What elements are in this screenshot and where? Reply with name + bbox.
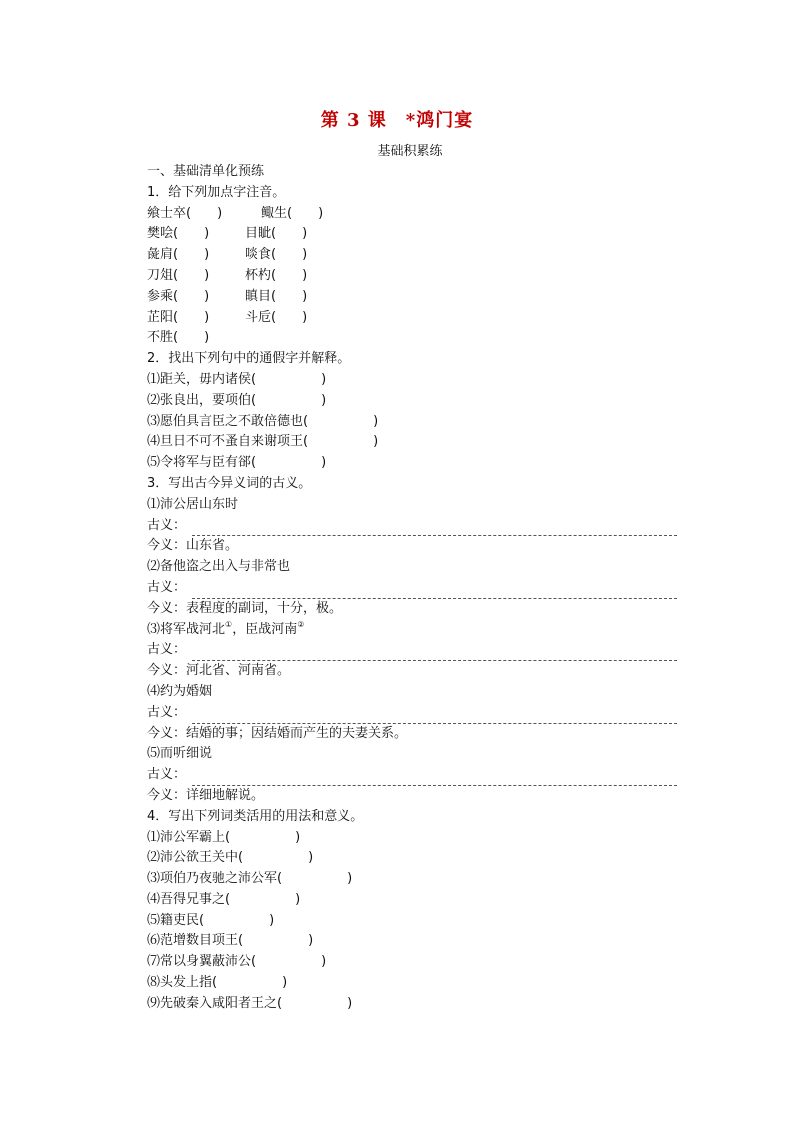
q3-gu-row (147, 516, 677, 537)
q4-sentence: ⑼先破秦入咸阳者王之 (147, 995, 278, 1011)
answer-blank[interactable]: ( ) (173, 288, 210, 304)
q1-term: 不胜 (147, 330, 174, 346)
q4-item (147, 931, 677, 952)
q1-term: 刀俎 (147, 267, 174, 283)
gu-label: 古义： (147, 517, 187, 533)
jin-label: 今义： (147, 787, 187, 803)
answer-blank[interactable]: ( ) (199, 912, 275, 928)
worksheet-content (147, 162, 677, 1015)
answer-blank[interactable]: ( ) (271, 226, 308, 242)
answer-line[interactable] (192, 772, 677, 786)
answer-blank[interactable]: ( ) (271, 309, 308, 325)
answer-blank[interactable]: ( ) (238, 850, 314, 866)
answer-blank[interactable]: ( ) (225, 891, 301, 907)
q4-item (147, 890, 677, 911)
q1-term: 彘肩 (147, 247, 174, 263)
q3-jin-row (147, 724, 677, 745)
answer-blank[interactable]: ( ) (271, 288, 308, 304)
q3-jin-row (147, 536, 677, 557)
jin-meaning: 河北省、河南省。 (186, 663, 291, 679)
q1-term: 斗卮 (245, 309, 272, 325)
q1-row (147, 287, 677, 308)
q1-term: 樊哙 (147, 226, 174, 242)
jin-meaning: 结婚的事；因结婚而产生的夫妻关系。 (186, 725, 408, 741)
answer-blank[interactable]: ( ) (277, 995, 353, 1011)
q2-item (147, 391, 677, 412)
q4-sentence: ⑷吾得兄事之 (147, 891, 226, 907)
q4-sentence: ⑸籍吏民 (147, 912, 200, 928)
q3-sentence: ⑴沛公居山东时 (147, 496, 239, 512)
answer-blank[interactable]: ( ) (251, 954, 327, 970)
section-subtitle: 基础积累练 (377, 144, 443, 159)
q2-item (147, 453, 677, 474)
q2-sentence: ⑶愿伯具言臣之不敢倍德也 (147, 413, 304, 429)
jin-meaning: 详细地解说。 (186, 787, 265, 803)
q1-row (147, 224, 677, 245)
answer-blank[interactable]: ( ) (173, 309, 210, 325)
answer-blank[interactable]: ( ) (271, 247, 308, 263)
jin-meaning: 表程度的副词，十分，极。 (186, 600, 343, 616)
footnote-mark: ② (297, 619, 305, 629)
q2-sentence: ⑸令将军与臣有郤 (147, 455, 252, 471)
q3-sentence (147, 620, 677, 641)
lesson-title: 第 3 课 *鸿门宴 (320, 110, 474, 131)
sentence-part: ⑶将军战河北 (147, 621, 226, 637)
q1-term: 飨士卒 (147, 205, 187, 221)
q1-term: 杯杓 (245, 267, 272, 283)
answer-blank[interactable]: ( ) (251, 392, 327, 408)
q2-sentence: ⑴距关，毋内诸侯 (147, 371, 252, 387)
q4-item (147, 911, 677, 932)
q3-gu-row (147, 640, 677, 661)
answer-blank[interactable]: ( ) (303, 413, 379, 429)
q2-item (147, 432, 677, 453)
q3-prompt: 3．写出古今异义词的古义。 (147, 475, 312, 491)
gu-label: 古义： (147, 767, 187, 783)
section-heading: 一、基础清单化预练 (147, 164, 265, 179)
q1-term: 参乘 (147, 288, 174, 304)
q1-row (147, 266, 677, 287)
answer-blank[interactable]: ( ) (303, 434, 379, 450)
q4-prompt: 4．写出下列词类活用的用法和意义。 (147, 808, 364, 824)
answer-blank[interactable]: ( ) (238, 933, 314, 949)
jin-label: 今义： (147, 663, 187, 679)
jin-label: 今义： (147, 725, 187, 741)
gu-label: 古义： (147, 704, 187, 720)
q1-row (147, 328, 677, 349)
jin-meaning: 山东省。 (186, 538, 239, 554)
jin-label: 今义： (147, 600, 187, 616)
q3-gu-row (147, 765, 677, 786)
answer-blank[interactable]: ( ) (173, 247, 210, 263)
answer-line[interactable] (192, 585, 677, 599)
answer-blank[interactable]: ( ) (271, 267, 308, 283)
answer-blank[interactable]: ( ) (225, 829, 301, 845)
answer-blank[interactable]: ( ) (212, 975, 288, 991)
q2-item (147, 412, 677, 433)
answer-blank[interactable]: ( ) (277, 871, 353, 887)
answer-blank[interactable]: ( ) (186, 205, 223, 221)
q3-sentence: ⑸而听细说 (147, 746, 213, 762)
q3-sentence: ⑵备他盗之出入与非常也 (147, 559, 291, 575)
answer-blank[interactable]: ( ) (173, 330, 210, 346)
answer-line[interactable] (192, 647, 677, 661)
q1-term: 瞋目 (245, 288, 272, 304)
q4-sentence: ⑴沛公军霸上 (147, 829, 226, 845)
q4-item (147, 973, 677, 994)
q4-sentence: ⑺常以身翼蔽沛公 (147, 954, 252, 970)
q4-item (147, 952, 677, 973)
q3-jin-row (147, 599, 677, 620)
q3-jin-row (147, 661, 677, 682)
q4-item (147, 828, 677, 849)
answer-blank[interactable]: ( ) (173, 226, 210, 242)
q4-item (147, 848, 677, 869)
q1-term: 目眦 (245, 226, 272, 242)
q4-sentence: ⑻头发上指 (147, 975, 213, 991)
answer-blank[interactable]: ( ) (251, 455, 327, 471)
q2-prompt: 2．找出下列句中的通假字并解释。 (147, 351, 351, 367)
q4-sentence: ⑵沛公欲王关中 (147, 850, 239, 866)
gu-label: 古义： (147, 642, 187, 658)
q1-prompt: 1．给下列加点字注音。 (147, 184, 286, 200)
q3-jin-row (147, 786, 677, 807)
answer-blank[interactable]: ( ) (173, 267, 210, 283)
answer-line[interactable] (192, 710, 677, 724)
footnote-mark: ① (225, 619, 233, 629)
q1-row (147, 204, 677, 225)
q1-term: 鲰生 (261, 205, 288, 221)
q1-term: 芷阳 (147, 309, 174, 325)
q1-term: 啖食 (245, 247, 272, 263)
q4-item (147, 869, 677, 890)
q4-item (147, 994, 677, 1015)
q3-gu-row (147, 578, 677, 599)
answer-line[interactable] (192, 522, 677, 536)
q1-row (147, 308, 677, 329)
q2-sentence: ⑵张良出，要项伯 (147, 392, 252, 408)
q4-sentence: ⑶项伯乃夜驰之沛公军 (147, 871, 278, 887)
q2-item (147, 370, 677, 391)
q4-sentence: ⑹范增数目项王 (147, 933, 239, 949)
q3-sentence: ⑷约为婚姻 (147, 683, 213, 699)
q2-sentence: ⑷旦日不可不蚤自来谢项王 (147, 434, 304, 450)
answer-blank[interactable]: ( ) (287, 205, 324, 221)
jin-label: 今义： (147, 538, 187, 554)
gu-label: 古义： (147, 579, 187, 595)
sentence-part: ，臣战河南 (232, 621, 298, 637)
answer-blank[interactable]: ( ) (251, 371, 327, 387)
q1-row (147, 245, 677, 266)
q3-gu-row (147, 703, 677, 724)
